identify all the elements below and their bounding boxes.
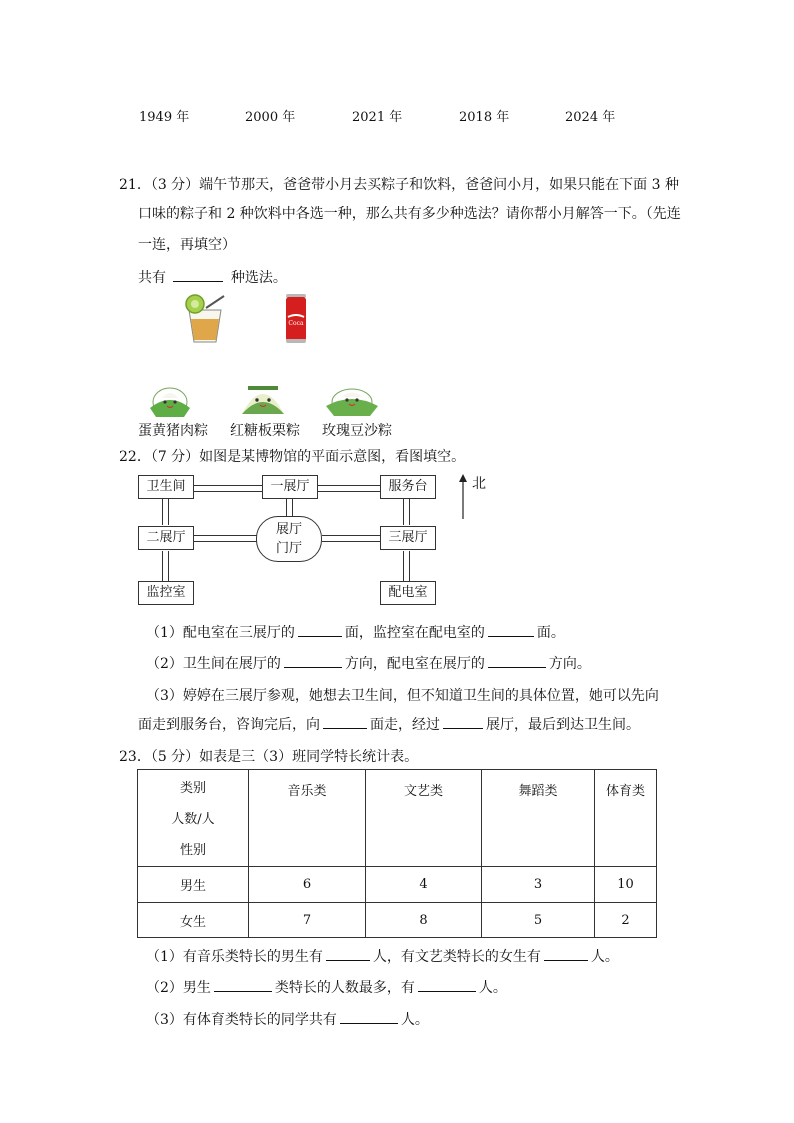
q21-line1: 21．（3 分）端午节那天，爸爸带小月去买粽子和饮料，爸爸问小月，如果只能在下面 3 种 [119,177,679,193]
zongzi-icon [147,382,193,420]
corridor [403,499,410,525]
answer-blank[interactable] [544,948,588,961]
q21-line3: 一连，再填空） [138,237,236,253]
answer-blank[interactable] [214,979,272,992]
corridor [162,551,169,581]
corridor [193,535,257,542]
answer-blank[interactable] [418,979,476,992]
cola-can-icon [284,292,308,346]
q23-sub2 [146,977,507,997]
q21-line2: 口味的粽子和 2 种饮料中各选一种，那么共有多少种选法？请你帮小月解答一下。（先连 [138,206,681,222]
q22-sub3-line1: （3）婷婷在三展厅参观，她想去卫生间，但不知道卫生间的具体位置，她可以先向 [146,688,659,704]
table-row [138,903,657,938]
corner-gender: 性别 [179,843,206,858]
room-monitor: 监控室 [138,581,194,605]
answer-blank[interactable] [443,716,483,729]
answer-blank[interactable] [488,655,546,668]
table-cell: 3 [482,867,595,903]
room-lobby [256,516,322,562]
room-service: 服务台 [380,475,436,499]
answer-blank[interactable] [323,716,367,729]
column-header: 文艺类 [366,770,482,867]
table-corner-header [138,770,249,867]
table-cell: 4 [366,867,482,903]
q22-sub1-text-b: 面，监控室在配电室的 [344,625,485,641]
q23-sub1-text-a: （1）有音乐类特长的男生有 [146,949,323,965]
q23-title: 23．（5 分）如表是三（3）班同学特长统计表。 [119,749,419,765]
corridor [286,499,293,516]
room-lobby-line2: 门厅 [275,541,302,556]
room-hall-3: 三展厅 [380,526,436,550]
north-label: 北 [472,476,486,492]
q23-sub1 [146,946,619,966]
q23-sub2-text-b: 类特长的人数最多，有 [274,980,415,996]
q22-sub1-text-a: （1）配电室在三展厅的 [146,625,295,641]
corridor [193,485,262,492]
room-power: 配电室 [380,581,436,605]
corner-count: 人数/人 [171,812,215,827]
table-header-row [138,770,657,867]
zongzi-label: 蛋黄猪肉粽 [138,423,208,439]
q23-sub2-text-a: （2）男生 [146,980,211,996]
q23-sub3 [146,1009,429,1029]
q22-sub2-text-a: （2）卫生间在展厅的 [146,656,281,672]
svg-text:Coca: Coca [288,320,304,327]
year-label: 2024 年 [565,110,616,125]
q23-sub2-text-c: 人。 [478,980,507,996]
corridor [316,485,380,492]
north-arrow-icon [456,473,470,519]
q22-sub1-text-c: 面。 [536,625,565,641]
room-hall-1: 一展厅 [262,475,318,499]
table-cell: 6 [249,867,366,903]
row-label: 男生 [138,867,249,903]
q22-sub3-line2 [138,716,640,732]
zongzi-icon [238,376,288,420]
year-label: 2018 年 [459,110,510,125]
q22-sub3-text-a: 面走到服务台，咨询完后，向 [138,717,320,733]
answer-blank[interactable] [488,624,534,637]
row-label: 女生 [138,903,249,938]
q22-sub2 [146,653,591,673]
answer-blank[interactable] [284,655,342,668]
corridor [322,535,380,542]
table-cell: 2 [595,903,657,938]
lemon-juice-icon [180,292,230,346]
answer-blank[interactable] [340,1011,398,1024]
answer-blank[interactable] [173,269,223,282]
q23-sub1-text-b: 人，有文艺类特长的女生有 [372,949,541,965]
column-header: 体育类 [595,770,657,867]
column-header: 音乐类 [249,770,366,867]
table-cell: 10 [595,867,657,903]
zongzi-icon [324,380,380,420]
table-cell: 5 [482,903,595,938]
q23-sub3-text-b: 人。 [400,1012,429,1028]
q21-answer-suffix: 种选法。 [230,270,287,286]
table-cell: 8 [366,903,482,938]
zongzi-label: 玫瑰豆沙粽 [322,423,392,439]
q22-sub2-text-b: 方向，配电室在展厅的 [344,656,485,672]
room-toilet: 卫生间 [138,475,194,499]
year-label: 2000 年 [245,110,296,125]
year-label: 1949 年 [139,110,190,125]
corridor [162,499,169,525]
q21-answer-prefix: 共有 [138,270,166,286]
zongzi-label: 红糖板栗粽 [230,423,300,439]
q23-sub3-text-a: （3）有体育类特长的同学共有 [146,1012,337,1028]
table-cell: 7 [249,903,366,938]
column-header: 舞蹈类 [482,770,595,867]
q22-sub3-text-c: 展厅，最后到达卫生间。 [486,717,640,733]
specialty-table [137,769,657,938]
corner-category: 类别 [179,781,206,796]
year-label: 2021 年 [352,110,403,125]
answer-blank[interactable] [298,624,342,637]
table-row [138,867,657,903]
q22-title: 22．（7 分）如图是某博物馆的平面示意图，看图填空。 [119,449,466,465]
corridor [403,551,410,581]
answer-blank[interactable] [326,948,370,961]
q23-sub1-text-c: 人。 [590,949,619,965]
room-hall-2: 二展厅 [138,526,194,550]
room-lobby-line1: 展厅 [275,522,302,537]
q21-answer [138,269,287,285]
q22-sub2-text-c: 方向。 [548,656,591,672]
q22-sub3-text-b: 面走，经过 [370,717,440,733]
q22-sub1 [146,622,565,642]
